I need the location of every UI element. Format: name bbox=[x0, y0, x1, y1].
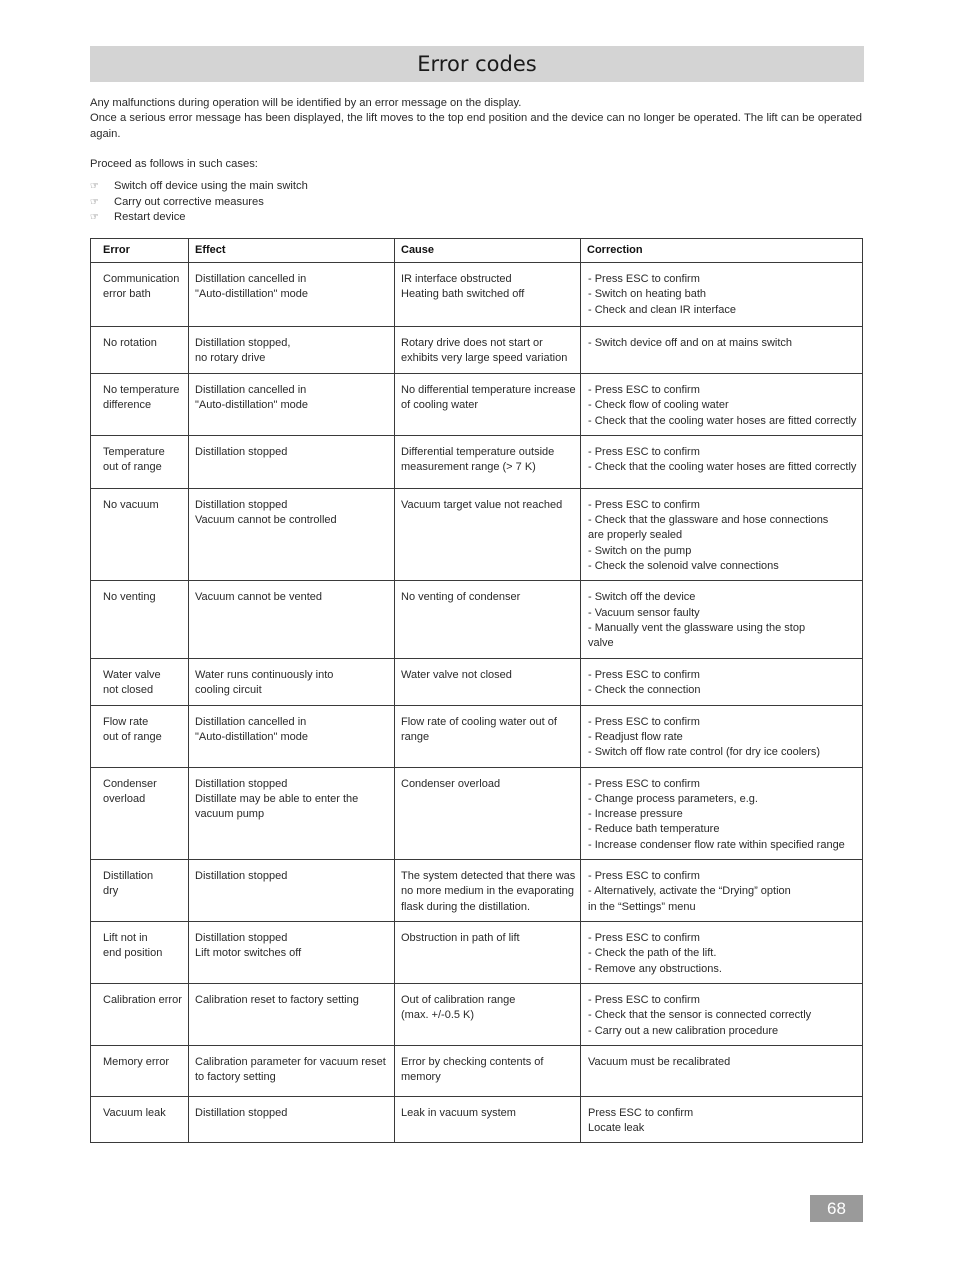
cell-effect: Calibration reset to factory setting bbox=[189, 983, 395, 1045]
page-number: 68 bbox=[810, 1195, 863, 1222]
title-bar bbox=[90, 46, 864, 82]
table-row bbox=[91, 488, 863, 580]
pointing-hand-icon: ☞ bbox=[90, 196, 99, 208]
header-cause: Cause bbox=[395, 239, 581, 263]
table-row bbox=[91, 767, 863, 859]
cell-effect: Distillation stopped Distillate may be able to enter the vacuum pump bbox=[189, 767, 395, 859]
cell-effect: Distillation stopped bbox=[189, 860, 395, 922]
cell-effect: Distillation stopped Vacuum cannot be controlled bbox=[189, 488, 395, 580]
table-row bbox=[91, 658, 863, 705]
steps-list bbox=[90, 179, 862, 226]
step-text: Switch off device using the main switch bbox=[114, 180, 308, 193]
error-codes-table bbox=[90, 238, 863, 1143]
pointing-hand-icon: ☞ bbox=[90, 212, 99, 224]
header-correction: Correction bbox=[581, 239, 863, 263]
cell-cause: Rotary drive does not start or exhibits very large speed variation bbox=[395, 327, 581, 374]
table-row bbox=[91, 921, 863, 983]
table-row bbox=[91, 1096, 863, 1143]
cell-error: Lift not in end position bbox=[91, 921, 189, 983]
table-row bbox=[91, 374, 863, 436]
cell-cause: The system detected that there was no more medium in the evaporating flask during the distillation. bbox=[395, 860, 581, 922]
cell-correction: - Press ESC to confirm - Check that the glassware and hose connections are properly sealed - Switch on the pump - Check the solenoid valve connections bbox=[581, 488, 863, 580]
proceed-text: Proceed as follows in such cases: bbox=[90, 157, 258, 170]
table-row bbox=[91, 860, 863, 922]
cell-correction: - Switch off the device - Vacuum sensor faulty - Manually vent the glassware using the stop valve bbox=[581, 581, 863, 658]
cell-effect: Vacuum cannot be vented bbox=[189, 581, 395, 658]
cell-error: Temperature out of range bbox=[91, 435, 189, 488]
cell-cause: Water valve not closed bbox=[395, 658, 581, 705]
table-row bbox=[91, 327, 863, 374]
list-item bbox=[90, 179, 862, 195]
cell-correction: - Switch device off and on at mains switch bbox=[581, 327, 863, 374]
cell-error: Water valve not closed bbox=[91, 658, 189, 705]
cell-error: Flow rate out of range bbox=[91, 705, 189, 767]
cell-cause: Leak in vacuum system bbox=[395, 1096, 581, 1143]
cell-effect: Calibration parameter for vacuum reset to factory setting bbox=[189, 1045, 395, 1096]
step-text: Restart device bbox=[114, 211, 186, 224]
table-row bbox=[91, 983, 863, 1045]
cell-correction: - Press ESC to confirm - Switch on heating bath - Check and clean IR interface bbox=[581, 263, 863, 327]
cell-cause: Flow rate of cooling water out of range bbox=[395, 705, 581, 767]
cell-error: Distillation dry bbox=[91, 860, 189, 922]
intro-line-1: Any malfunctions during operation will be identified by an error message on the display. bbox=[90, 97, 522, 109]
table-row bbox=[91, 435, 863, 488]
step-text: Carry out corrective measures bbox=[114, 195, 264, 208]
cell-correction: Press ESC to confirm Locate leak bbox=[581, 1096, 863, 1143]
intro-section bbox=[90, 96, 862, 226]
intro-line-2: Once a serious error message has been displayed, the lift moves to the top end position and the device can no longer be operated. The lift can be operated again. bbox=[90, 112, 862, 140]
header-error: Error bbox=[91, 239, 189, 263]
cell-cause: Error by checking contents of memory bbox=[395, 1045, 581, 1096]
cell-correction: - Press ESC to confirm - Check the connection bbox=[581, 658, 863, 705]
cell-error: No vacuum bbox=[91, 488, 189, 580]
cell-error: Memory error bbox=[91, 1045, 189, 1096]
cell-effect: Distillation cancelled in "Auto-distillation" mode bbox=[189, 705, 395, 767]
table-row bbox=[91, 1045, 863, 1096]
cell-error: No temperature difference bbox=[91, 374, 189, 436]
cell-error: Vacuum leak bbox=[91, 1096, 189, 1143]
cell-effect: Water runs continuously into cooling circuit bbox=[189, 658, 395, 705]
cell-error: No venting bbox=[91, 581, 189, 658]
cell-effect: Distillation stopped, no rotary drive bbox=[189, 327, 395, 374]
table-body bbox=[91, 263, 863, 1143]
cell-correction: - Press ESC to confirm - Check that the cooling water hoses are fitted correctly bbox=[581, 435, 863, 488]
table-row bbox=[91, 581, 863, 658]
cell-cause: IR interface obstructed Heating bath switched off bbox=[395, 263, 581, 327]
cell-effect: Distillation stopped bbox=[189, 435, 395, 488]
page-title: Error codes bbox=[417, 52, 537, 76]
cell-error: Communication error bath bbox=[91, 263, 189, 327]
cell-effect: Distillation cancelled in "Auto-distillation" mode bbox=[189, 374, 395, 436]
cell-cause: Out of calibration range (max. +/-0.5 K) bbox=[395, 983, 581, 1045]
pointing-hand-icon: ☞ bbox=[90, 181, 99, 193]
cell-cause: Vacuum target value not reached bbox=[395, 488, 581, 580]
cell-error: Calibration error bbox=[91, 983, 189, 1045]
cell-effect: Distillation cancelled in "Auto-distillation" mode bbox=[189, 263, 395, 327]
header-effect: Effect bbox=[189, 239, 395, 263]
cell-effect: Distillation stopped Lift motor switches off bbox=[189, 921, 395, 983]
list-item bbox=[90, 210, 862, 226]
cell-error: No rotation bbox=[91, 327, 189, 374]
cell-cause: Condenser overload bbox=[395, 767, 581, 859]
cell-cause: Differential temperature outside measurement range (> 7 K) bbox=[395, 435, 581, 488]
cell-correction: - Press ESC to confirm - Change process parameters, e.g. - Increase pressure - Reduce bath temperature - Increase condenser flow rate within specified range bbox=[581, 767, 863, 859]
cell-cause: No venting of condenser bbox=[395, 581, 581, 658]
list-item bbox=[90, 195, 862, 211]
table-row bbox=[91, 263, 863, 327]
cell-effect: Distillation stopped bbox=[189, 1096, 395, 1143]
table-header-row bbox=[91, 239, 863, 263]
cell-correction: - Press ESC to confirm - Check the path of the lift. - Remove any obstructions. bbox=[581, 921, 863, 983]
cell-correction: - Press ESC to confirm - Alternatively, activate the “Drying” option in the “Settings” menu bbox=[581, 860, 863, 922]
cell-cause: No differential temperature increase of cooling water bbox=[395, 374, 581, 436]
cell-correction: - Press ESC to confirm - Readjust flow rate - Switch off flow rate control (for dry ice coolers) bbox=[581, 705, 863, 767]
cell-error: Condenser overload bbox=[91, 767, 189, 859]
cell-correction: - Press ESC to confirm - Check that the sensor is connected correctly - Carry out a new calibration procedure bbox=[581, 983, 863, 1045]
table-row bbox=[91, 705, 863, 767]
cell-correction: - Press ESC to confirm - Check flow of cooling water - Check that the cooling water hoses are fitted correctly bbox=[581, 374, 863, 436]
cell-correction: Vacuum must be recalibrated bbox=[581, 1045, 863, 1096]
cell-cause: Obstruction in path of lift bbox=[395, 921, 581, 983]
